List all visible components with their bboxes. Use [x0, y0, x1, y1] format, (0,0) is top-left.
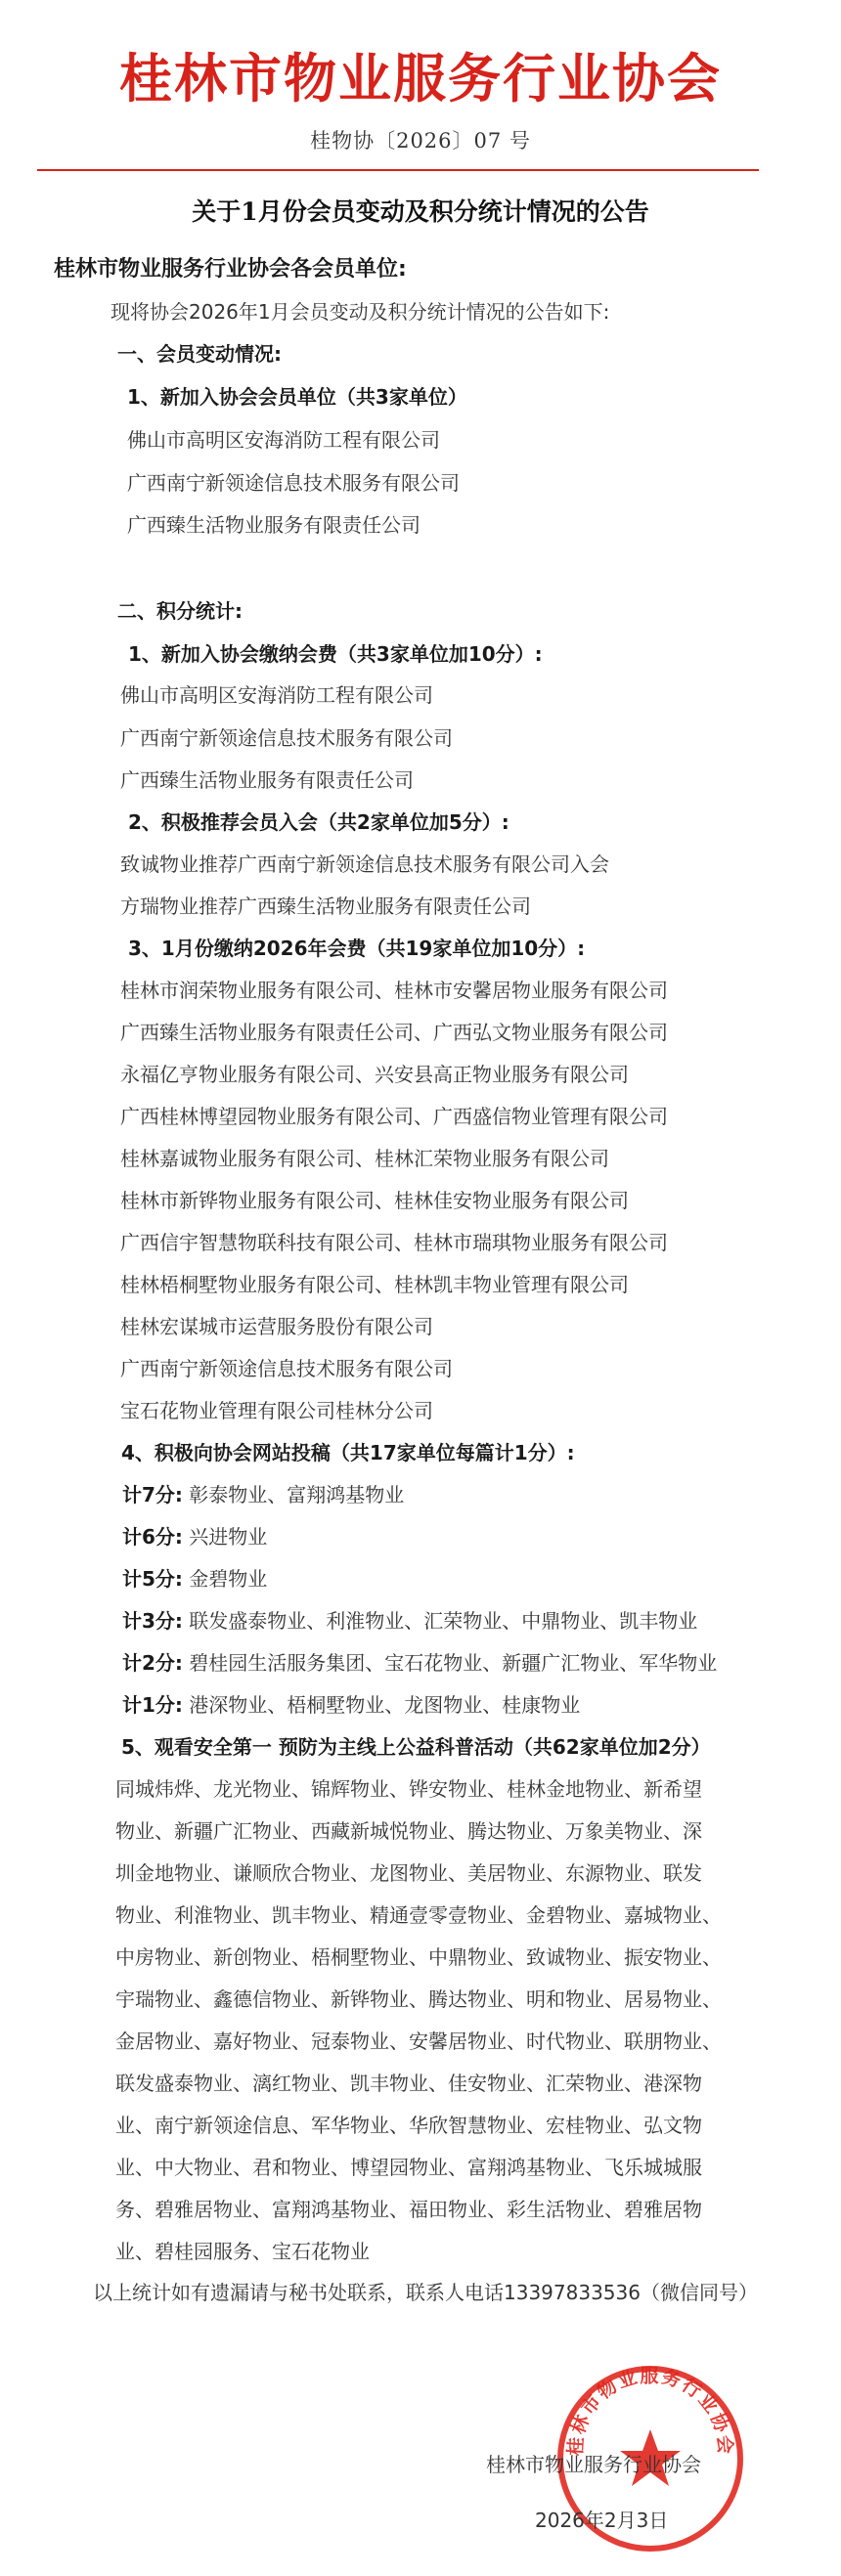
score-label: 计3分:: [122, 1609, 183, 1633]
paragraph-line: 务、碧雅居物业、富翔鸿基物业、福田物业、彩生活物业、碧雅居物: [115, 2198, 702, 2221]
list-item: 广西南宁新领途信息技术服务有限公司: [120, 726, 453, 750]
list-item: 广西桂林博望园物业服务有限公司、广西盛信物业管理有限公司: [120, 1105, 668, 1128]
red-divider-line: [37, 169, 759, 171]
section2-sub3-heading: 3、1月份缴纳2026年会费（共19家单位加10分）:: [128, 937, 586, 960]
section2-sub2-heading: 2、积极推荐会员入会（共2家单位加5分）:: [128, 810, 509, 834]
section2-sub1-heading: 1、新加入协会缴纳会费（共3家单位加10分）:: [128, 642, 543, 666]
paragraph-line: 圳金地物业、谦顺欣合物业、龙图物业、美居物业、东源物业、联发: [115, 1861, 702, 1885]
list-item: [122, 1649, 717, 1677]
list-item: 佛山市高明区安海消防工程有限公司: [127, 428, 440, 452]
section2-sub5-heading: 5、观看安全第一 预防为主线上公益科普活动（共62家单位加2分）: [121, 1735, 711, 1759]
score-units: 碧桂园生活服务集团、宝石花物业、新疆广汇物业、军华物业: [189, 1651, 718, 1675]
list-item: 广西臻生活物业服务有限责任公司: [120, 768, 414, 792]
list-item: 广西臻生活物业服务有限责任公司、广西弘文物业服务有限公司: [120, 1021, 668, 1044]
list-item: [122, 1691, 580, 1719]
list-item: 桂林市新铧物业服务有限公司、桂林佳安物业服务有限公司: [120, 1189, 629, 1212]
score-units: 兴进物业: [189, 1525, 268, 1549]
section1-heading: 一、会员变动情况:: [117, 342, 282, 366]
list-item: 永福亿亨物业服务有限公司、兴安县高正物业服务有限公司: [120, 1063, 629, 1086]
paragraph-line: 业、碧桂园服务、宝石花物业: [115, 2240, 370, 2263]
paragraph-line: 金居物业、嘉好物业、冠泰物业、安馨居物业、时代物业、联朋物业、: [115, 2030, 722, 2053]
org-title: 桂林市物业服务行业协会: [119, 47, 722, 109]
section2-sub4-heading: 4、积极向协会网站投稿（共17家单位每篇计1分）:: [121, 1441, 575, 1464]
list-item: 广西南宁新领途信息技术服务有限公司: [120, 1357, 453, 1380]
score-units: 联发盛泰物业、利淮物业、汇荣物业、中鼎物业、凯丰物业: [189, 1609, 698, 1633]
section2-heading: 二、积分统计:: [117, 599, 243, 623]
document-number: 桂物协〔2026〕07 号: [310, 129, 531, 153]
score-label: 计6分:: [122, 1525, 183, 1549]
list-item: 广西臻生活物业服务有限责任公司: [127, 513, 420, 537]
score-label: 计2分:: [122, 1651, 183, 1675]
score-units: 金碧物业: [189, 1567, 268, 1591]
paragraph-line: 宇瑞物业、鑫德信物业、新铧物业、腾达物业、明和物业、居易物业、: [115, 1987, 722, 2011]
list-item: [122, 1607, 697, 1635]
paragraph-line: 同城炜烨、龙光物业、锦辉物业、铧安物业、桂林金地物业、新希望: [115, 1777, 702, 1801]
list-item: 桂林市润荣物业服务有限公司、桂林市安馨居物业服务有限公司: [120, 979, 668, 1002]
score-units: 港深物业、梧桐墅物业、龙图物业、桂康物业: [189, 1693, 581, 1717]
list-item: 桂林宏谋城市运营服务股份有限公司: [120, 1315, 433, 1338]
paragraph-line: 业、南宁新领途信息、军华物业、华欣智慧物业、宏桂物业、弘文物: [115, 2114, 702, 2137]
score-label: 计1分:: [122, 1693, 183, 1717]
score-label: 计7分:: [122, 1483, 183, 1506]
score-units: 彰泰物业、富翔鸿基物业: [189, 1483, 405, 1506]
notice-title: 关于1月份会员变动及积分统计情况的公告: [192, 197, 649, 226]
salutation: 桂林市物业服务行业协会各会员单位:: [54, 257, 407, 282]
paragraph-line: 联发盛泰物业、漓红物业、凯丰物业、佳安物业、汇荣物业、港深物: [115, 2072, 702, 2095]
list-item: 桂林梧桐墅物业服务有限公司、桂林凯丰物业管理有限公司: [120, 1273, 629, 1296]
seal-arc-text: 桂林市物业服务行业协会: [564, 2365, 736, 2457]
list-item: 桂林嘉诚物业服务有限公司、桂林汇荣物业服务有限公司: [120, 1147, 609, 1170]
intro-paragraph: 现将协会2026年1月会员变动及积分统计情况的公告如下:: [111, 300, 610, 324]
list-item: 宝石花物业管理有限公司桂林分公司: [120, 1399, 433, 1422]
list-item: 方瑞物业推荐广西臻生活物业服务有限责任公司: [120, 895, 531, 918]
list-item: [122, 1523, 267, 1550]
section1-sub1-heading: 1、新加入协会会员单位（共3家单位）: [127, 385, 467, 409]
paragraph-line: 物业、新疆广汇物业、西藏新城悦物业、腾达物业、万象美物业、深: [115, 1819, 702, 1843]
footer-note: 以上统计如有遗漏请与秘书处联系，联系人电话13397833536（微信同号）: [93, 2281, 758, 2304]
signature-date: 2026年2月3日: [535, 2509, 669, 2532]
paragraph-line: 中房物业、新创物业、梧桐墅物业、中鼎物业、致诚物业、振安物业、: [115, 1945, 722, 1969]
list-item: [122, 1481, 404, 1508]
list-item: 致诚物业推荐广西南宁新领途信息技术服务有限公司入会: [120, 852, 609, 876]
list-item: 佛山市高明区安海消防工程有限公司: [120, 683, 433, 707]
score-label: 计5分:: [122, 1567, 183, 1591]
paragraph-line: 物业、利淮物业、凯丰物业、精通壹零壹物业、金碧物业、嘉城物业、: [115, 1903, 722, 1927]
list-item: 广西南宁新领途信息技术服务有限公司: [127, 471, 460, 495]
list-item: [122, 1565, 267, 1593]
list-item: 广西信宇智慧物联科技有限公司、桂林市瑞琪物业服务有限公司: [120, 1231, 668, 1254]
paragraph-line: 业、中大物业、君和物业、博望园物业、富翔鸿基物业、飞乐城城服: [115, 2156, 702, 2179]
signature-organization: 桂林市物业服务行业协会: [486, 2453, 701, 2476]
